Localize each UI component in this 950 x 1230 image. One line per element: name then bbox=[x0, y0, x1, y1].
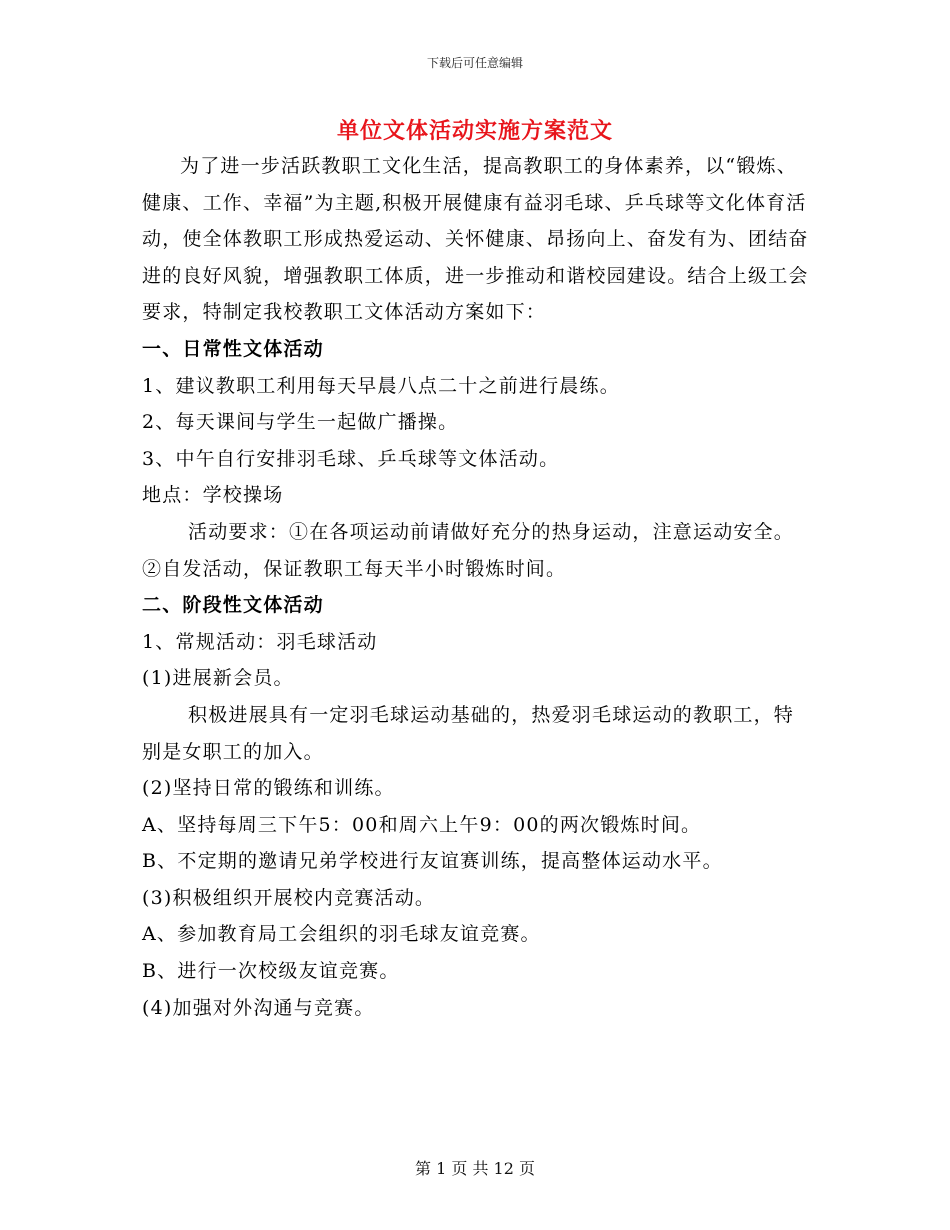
section2-sub1: 1、常规活动：羽毛球活动 bbox=[142, 630, 378, 653]
section2-point-3-b: B、进行一次校级友谊竞赛。 bbox=[142, 960, 400, 983]
section1-location: 地点：学校操场 bbox=[142, 484, 284, 507]
document-title: 单位文体活动实施方案范文 bbox=[336, 118, 613, 144]
document-body bbox=[142, 148, 810, 1026]
section2-point-1: (1)进展新会员。 bbox=[142, 667, 294, 690]
section2-point-3: (3)积极组织开展校内竞赛活动。 bbox=[142, 886, 436, 909]
section2-point-1-text: 积极进展具有一定羽毛球运动基础的，热爱羽毛球运动的教职工，特别是女职工的加入。 bbox=[142, 703, 795, 763]
page-footer: 第 1 页 共 12 页 bbox=[415, 1159, 535, 1178]
section1-item-3: 3、中午自行安排羽毛球、乒乓球等文体活动。 bbox=[142, 447, 560, 470]
section2-point-2-b: B、不定期的邀请兄弟学校进行友谊赛训练，提高整体运动水平。 bbox=[142, 850, 723, 873]
section1-item-2: 2、每天课间与学生一起做广播操。 bbox=[142, 411, 459, 434]
section1-requirements: 活动要求：①在各项运动前请做好充分的热身运动，注意运动安全。②自发活动，保证教职工每天半小时锻炼时间。 bbox=[142, 520, 795, 580]
section2-heading: 二、阶段性文体活动 bbox=[142, 594, 324, 617]
section1-heading: 一、日常性文体活动 bbox=[142, 337, 324, 360]
header-note: 下载后可任意编辑 bbox=[426, 56, 523, 70]
section2-point-2: (2)坚持日常的锻练和训练。 bbox=[142, 777, 395, 800]
section2-point-3-a: A、参加教育局工会组织的羽毛球友谊竞赛。 bbox=[142, 923, 541, 946]
intro-paragraph: 为了进一步活跃教职工文化生活，提高教职工的身体素养，以“锻炼、健康、工作、幸福”为主题,积极开展健康有益羽毛球、乒乓球等文化体育活动，使全体教职工形成热爱运动、关怀健康、昂扬向上、奋发有为、团结奋进的良好风貌，增强教职工体质，进一步推动和谐校园建设。结合上级工会要求，特制定我校教职工文体活动方案如下： bbox=[142, 155, 809, 324]
section2-point-4: (4)加强对外沟通与竞赛。 bbox=[142, 996, 375, 1019]
section1-item-1: 1、建议教职工利用每天早晨八点二十之前进行晨练。 bbox=[142, 374, 620, 397]
section2-point-2-a: A、坚持每周三下午5：00和周六上午9：00的两次锻炼时间。 bbox=[142, 813, 702, 836]
